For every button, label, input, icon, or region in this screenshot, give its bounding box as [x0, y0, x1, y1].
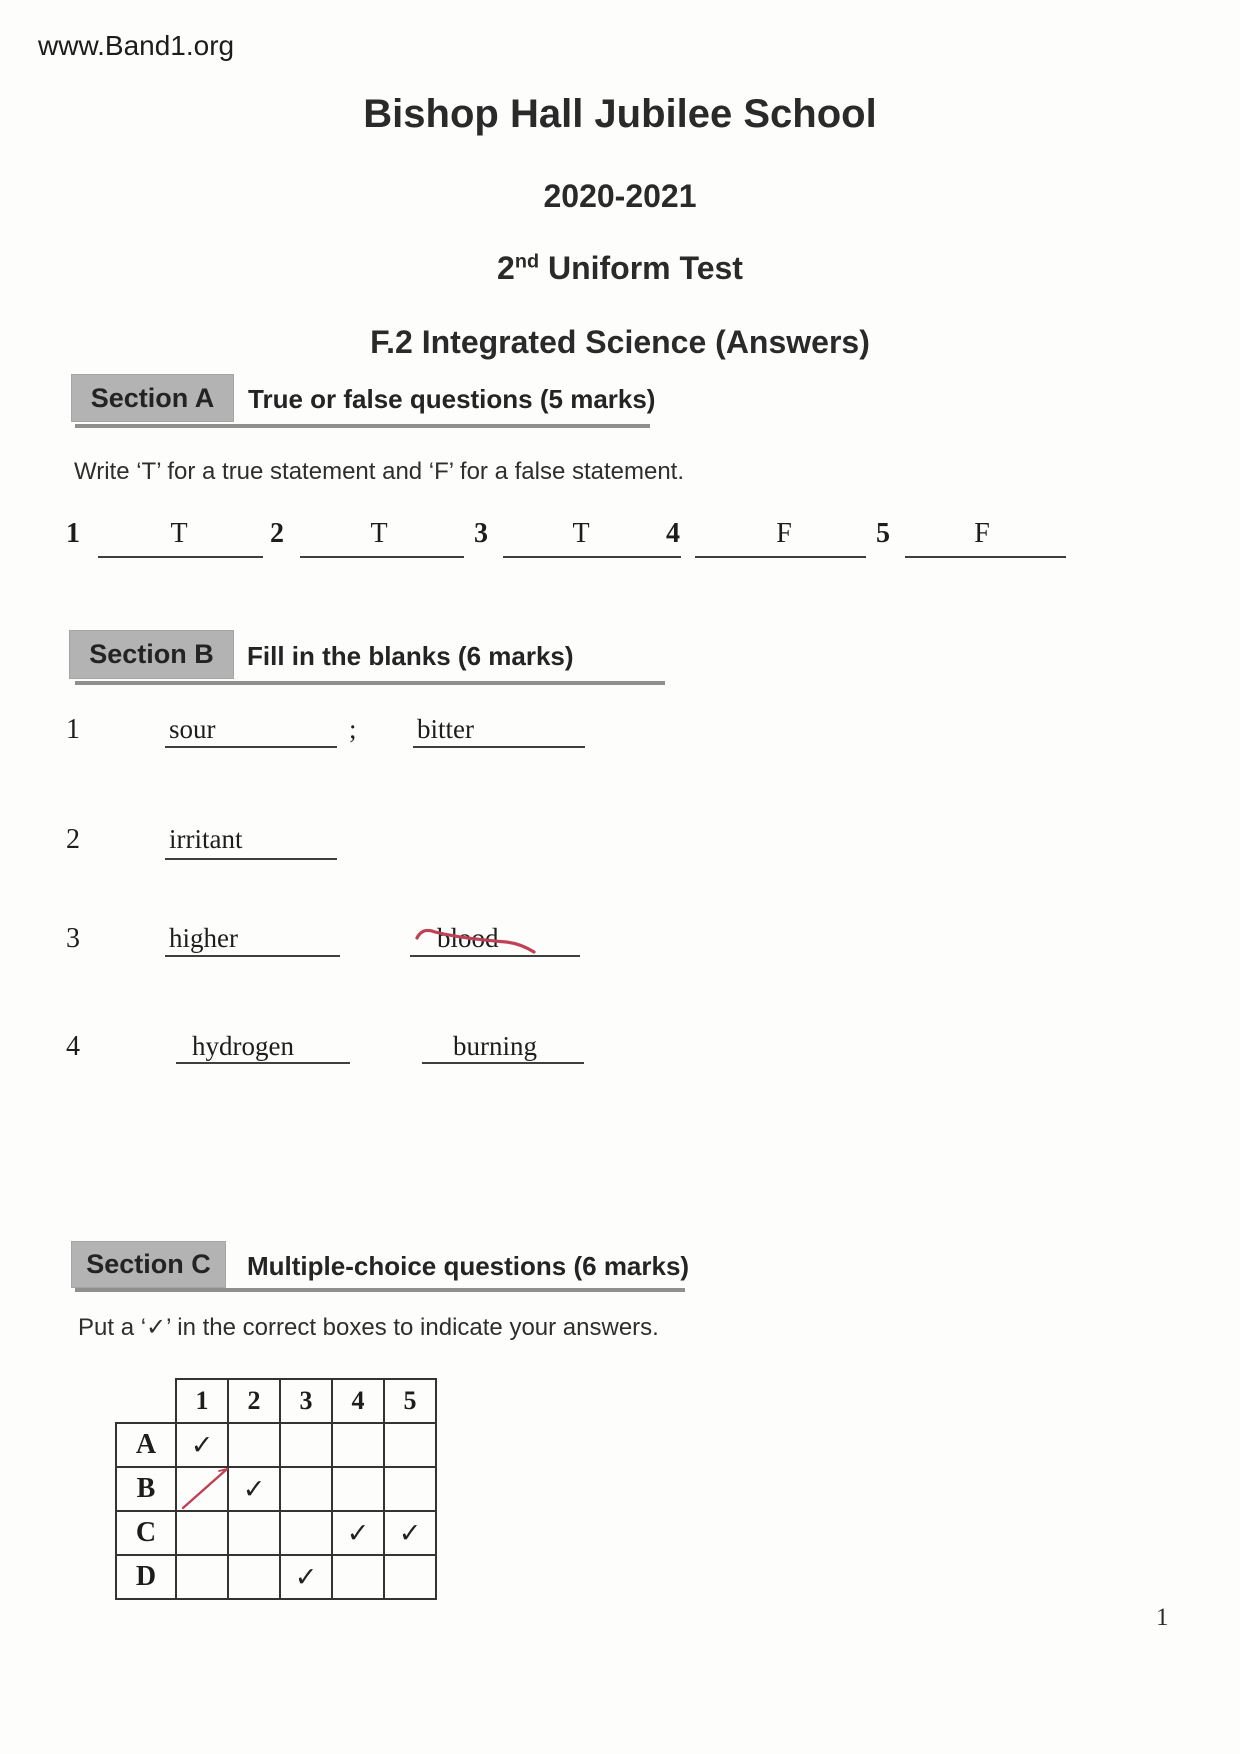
blank-line	[165, 746, 337, 748]
section-a-title: True or false questions (5 marks)	[248, 384, 656, 414]
mc-cell-B5	[384, 1467, 436, 1511]
tf-blank-line	[905, 556, 1066, 558]
mc-cell-D2	[228, 1555, 280, 1599]
mc-col-header: 4	[332, 1379, 384, 1423]
section-c-label-box: Section C	[71, 1241, 226, 1288]
blank-line	[165, 858, 337, 860]
section-a-instruction: Write ‘T’ for a true statement and ‘F’ for a false statement.	[74, 458, 685, 485]
mc-cell-C1	[176, 1511, 228, 1555]
tf-blank-line	[503, 556, 681, 558]
tf-answer-value: T	[370, 518, 388, 549]
tf-blank-line	[98, 556, 263, 558]
tf-question-number: 4	[666, 518, 680, 549]
school-title: Bishop Hall Jubilee School	[363, 92, 877, 136]
answer-word: irritant	[169, 824, 243, 854]
mc-row-label: B	[116, 1467, 176, 1511]
tf-question-number: 5	[876, 518, 890, 549]
section-c-rule	[75, 1288, 685, 1292]
blank-line	[422, 1062, 584, 1064]
red-pen-mark	[176, 1462, 238, 1514]
watermark-url: www.Band1.org	[38, 30, 235, 61]
mc-cell-A4	[332, 1423, 384, 1467]
mc-cell-C2	[228, 1511, 280, 1555]
tf-question-number: 2	[270, 518, 284, 549]
mc-cell-C5-check: ✓	[384, 1511, 436, 1555]
test-title-rest: Uniform Test	[539, 250, 743, 286]
mc-cell-D5	[384, 1555, 436, 1599]
mc-cell-C3	[280, 1511, 332, 1555]
mc-header-row	[116, 1379, 436, 1423]
mc-row-label: A	[116, 1423, 176, 1467]
mc-cell-A5	[384, 1423, 436, 1467]
section-a-rule	[75, 424, 650, 428]
test-number: 2	[497, 250, 515, 286]
section-b-label-box: Section B	[69, 630, 234, 679]
mc-cell-D1	[176, 1555, 228, 1599]
mc-cell-A3	[280, 1423, 332, 1467]
answer-word: higher	[169, 923, 238, 953]
page-number: 1	[1156, 1604, 1169, 1631]
mc-row-D	[116, 1555, 436, 1599]
mc-cell-C4-check: ✓	[332, 1511, 384, 1555]
question-number: 4	[66, 1031, 80, 1062]
blank-line	[413, 746, 585, 748]
mc-row-B	[116, 1467, 436, 1511]
question-number: 1	[66, 714, 80, 745]
subject-title: F.2 Integrated Science (Answers)	[370, 324, 870, 360]
question-number: 2	[66, 824, 80, 855]
tf-answer-value: F	[776, 518, 792, 549]
section-b-rule	[75, 681, 665, 685]
mc-cell-B4	[332, 1467, 384, 1511]
mc-col-header: 2	[228, 1379, 280, 1423]
tf-answer-value: T	[572, 518, 590, 549]
mc-cell-A2	[228, 1423, 280, 1467]
mc-cell-B2-check: ✓	[228, 1467, 280, 1511]
answer-word: hydrogen	[192, 1031, 294, 1061]
blank-line	[165, 955, 340, 957]
question-number: 3	[66, 923, 80, 954]
mc-row-label: C	[116, 1511, 176, 1555]
mc-answer-table	[115, 1378, 437, 1600]
answer-word-crossed-out: blood	[437, 923, 499, 953]
test-title	[0, 250, 1240, 287]
section-c-instruction: Put a ‘✓’ in the correct boxes to indicate your answers.	[78, 1314, 659, 1341]
mc-cell-D4	[332, 1555, 384, 1599]
answer-word: sour	[169, 714, 216, 744]
mc-cell-B3	[280, 1467, 332, 1511]
section-c-title: Multiple-choice questions (6 marks)	[247, 1251, 690, 1281]
answer-word: burning	[453, 1031, 537, 1061]
mc-col-header: 1	[176, 1379, 228, 1423]
mc-row-C	[116, 1511, 436, 1555]
mc-col-header: 5	[384, 1379, 436, 1423]
separator-semicolon: ;	[349, 714, 357, 744]
answer-word: bitter	[417, 714, 474, 744]
tf-answer-value: T	[170, 518, 188, 549]
tf-blank-line	[695, 556, 866, 558]
red-strikethrough-mark	[414, 922, 540, 956]
mc-row-A	[116, 1423, 436, 1467]
mc-cell-D3-check: ✓	[280, 1555, 332, 1599]
mc-corner-empty	[116, 1379, 176, 1423]
test-ordinal-superscript: nd	[514, 250, 540, 273]
mc-col-header: 3	[280, 1379, 332, 1423]
mc-cell-A1-check: ✓	[176, 1423, 228, 1467]
tf-answer-value: F	[974, 518, 990, 549]
blank-line	[176, 1062, 350, 1064]
tf-question-number: 3	[474, 518, 488, 549]
year-title: 2020-2021	[543, 178, 697, 214]
section-b-title: Fill in the blanks (6 marks)	[247, 641, 574, 671]
tf-blank-line	[300, 556, 464, 558]
section-a-label-box: Section A	[71, 374, 234, 422]
tf-question-number: 1	[66, 518, 80, 549]
mc-row-label: D	[116, 1555, 176, 1599]
